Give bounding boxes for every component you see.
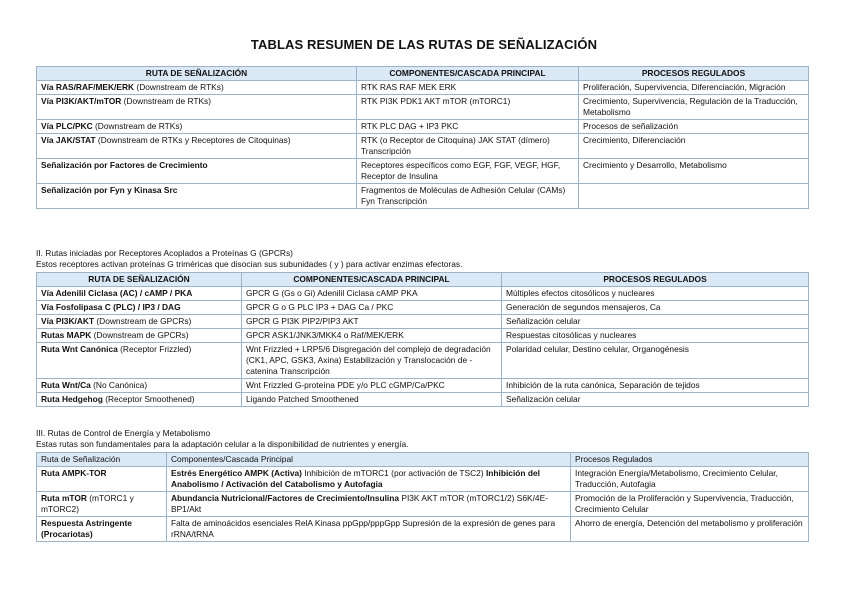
pathway-note: (Downstream de RTKs) bbox=[121, 96, 212, 106]
processes-cell: Generación de segundos mensajeros, Ca bbox=[502, 301, 809, 315]
components-cell: Wnt Frizzled G-proteína PDE y/o PLC cGMP/Ca/PKC bbox=[242, 379, 502, 393]
processes-cell: Respuestas citosólicas y nucleares bbox=[502, 329, 809, 343]
table-row bbox=[37, 467, 809, 492]
components-cell: GPCR G (Gs o Gi) Adenilil Ciclasa cAMP PKA bbox=[242, 287, 502, 301]
processes-cell: Inhibición de la ruta canónica, Separación de tejidos bbox=[502, 379, 809, 393]
table-row bbox=[37, 301, 809, 315]
processes-cell: Crecimiento, Diferenciación bbox=[579, 134, 809, 159]
processes-cell: Crecimiento y Desarrollo, Metabolismo bbox=[579, 159, 809, 184]
components-emphasis: Estrés Energético AMPK (Activa) bbox=[171, 468, 302, 478]
components-cell: Fragmentos de Moléculas de Adhesión Celular (CAMs) Fyn Transcripción bbox=[357, 184, 579, 209]
pathway-name: Señalización por Fyn y Kinasa Src bbox=[41, 185, 178, 195]
pathway-cell bbox=[37, 393, 242, 407]
processes-cell: Señalización celular bbox=[502, 393, 809, 407]
column-header: Procesos Regulados bbox=[571, 453, 809, 467]
table-row bbox=[37, 379, 809, 393]
table-energy-pathways bbox=[36, 452, 809, 542]
pathway-cell bbox=[37, 95, 357, 120]
table-row bbox=[37, 120, 809, 134]
pathway-note: (Downstream de GPCRs) bbox=[91, 330, 189, 340]
pathway-note: (mTORC1 y mTORC2) bbox=[41, 493, 134, 514]
table-row bbox=[37, 492, 809, 517]
components-cell: Receptores específicos como EGF, FGF, VEGF, HGF, Receptor de Insulina bbox=[357, 159, 579, 184]
table-row bbox=[37, 95, 809, 120]
pathway-cell bbox=[37, 120, 357, 134]
pathway-cell bbox=[37, 287, 242, 301]
table-row bbox=[37, 517, 809, 542]
pathway-note: (Downstream de RTKs y Receptores de Citoquinas) bbox=[95, 135, 291, 145]
table-gpcr-pathways bbox=[36, 272, 809, 407]
processes-cell: Polaridad celular, Destino celular, Organogénesis bbox=[502, 343, 809, 379]
pathway-name: Vía Fosfolipasa C (PLC) / IP3 / DAG bbox=[41, 302, 181, 312]
pathway-name: Ruta AMPK-TOR bbox=[41, 468, 107, 478]
processes-cell: Ahorro de energía, Detención del metabolismo y proliferación bbox=[571, 517, 809, 542]
pathway-cell bbox=[37, 343, 242, 379]
pathway-note: (No Canónica) bbox=[90, 380, 148, 390]
components-text: Inhibición de mTORC1 (por activación de TSC2) bbox=[301, 468, 486, 478]
pathway-name: Vía Adenilil Ciclasa (AC) / cAMP / PKA bbox=[41, 288, 193, 298]
pathway-note: (Downstream de RTKs) bbox=[134, 82, 224, 92]
pathway-cell bbox=[37, 184, 357, 209]
components-text: PI3K AKT mTOR (mTORC1/2) S6K/4E-BP1/Akt bbox=[171, 493, 548, 514]
components-cell: RTK PI3K PDK1 AKT mTOR (mTORC1) bbox=[357, 95, 579, 120]
pathway-cell bbox=[37, 159, 357, 184]
processes-cell: Múltiples efectos citosólicos y nucleares bbox=[502, 287, 809, 301]
table-row bbox=[37, 315, 809, 329]
column-header: RUTA DE SEÑALIZACIÓN bbox=[37, 67, 357, 81]
processes-cell: Integración Energía/Metabolismo, Crecimiento Celular, Traducción, Autofagia bbox=[571, 467, 809, 492]
components-cell bbox=[167, 517, 571, 542]
components-cell: RTK PLC DAG + IP3 PKC bbox=[357, 120, 579, 134]
processes-cell: Proliferación, Supervivencia, Diferenciación, Migración bbox=[579, 81, 809, 95]
pathway-cell bbox=[37, 134, 357, 159]
processes-cell: Promoción de la Proliferación y Supervivencia, Traducción, Crecimiento Celular bbox=[571, 492, 809, 517]
components-text: Falta de aminoácidos esenciales RelA Kinasa ppGpp/pppGpp Supresión de la expresión de genes para rRNA/tRNA bbox=[171, 518, 556, 539]
column-header: PROCESOS REGULADOS bbox=[502, 273, 809, 287]
section-3-intro: Estas rutas son fundamentales para la adaptación celular a la disponibilidad de nutrientes y energía. bbox=[36, 439, 409, 449]
table-row bbox=[37, 287, 809, 301]
table-row bbox=[37, 343, 809, 379]
table-row bbox=[37, 81, 809, 95]
processes-cell: Señalización celular bbox=[502, 315, 809, 329]
pathway-name: Ruta Wnt/Ca bbox=[41, 380, 91, 390]
components-emphasis: Inhibición del Anabolismo / Activación del Catabolismo y Autofagia bbox=[171, 468, 540, 489]
components-cell: RTK RAS RAF MEK ERK bbox=[357, 81, 579, 95]
table-row bbox=[37, 134, 809, 159]
pathway-name: Rutas MAPK bbox=[41, 330, 92, 340]
pathway-name: Respuesta Astringente (Procariotas) bbox=[41, 518, 132, 539]
table-row bbox=[37, 159, 809, 184]
components-emphasis: Abundancia Nutricional/Factores de Crecimiento/Insulina bbox=[171, 493, 400, 503]
pathway-cell bbox=[37, 492, 167, 517]
pathway-cell bbox=[37, 301, 242, 315]
pathway-note: (Receptor Smoothened) bbox=[102, 394, 195, 404]
pathway-name: Vía PI3K/AKT/mTOR bbox=[41, 96, 122, 106]
components-cell: GPCR G o G PLC IP3 + DAG Ca / PKC bbox=[242, 301, 502, 315]
table-row bbox=[37, 329, 809, 343]
pathway-name: Ruta Wnt Canónica bbox=[41, 344, 118, 354]
components-cell bbox=[167, 492, 571, 517]
pathway-name: Vía PI3K/AKT bbox=[41, 316, 95, 326]
table-row bbox=[37, 393, 809, 407]
pathway-note: (Downstream de GPCRs) bbox=[94, 316, 192, 326]
column-header: RUTA DE SEÑALIZACIÓN bbox=[37, 273, 242, 287]
column-header: Ruta de Señalización bbox=[37, 453, 167, 467]
pathway-cell bbox=[37, 467, 167, 492]
components-cell: GPCR ASK1/JNK3/MKK4 o Raf/MEK/ERK bbox=[242, 329, 502, 343]
column-header: COMPONENTES/CASCADA PRINCIPAL bbox=[242, 273, 502, 287]
processes-cell: Procesos de señalización bbox=[579, 120, 809, 134]
section-3-heading: III. Rutas de Control de Energía y Metabolismo bbox=[36, 428, 211, 438]
processes-cell: Crecimiento, Supervivencia, Regulación de la Traducción, Metabolismo bbox=[579, 95, 809, 120]
processes-cell bbox=[579, 184, 809, 209]
pathway-cell bbox=[37, 517, 167, 542]
components-cell bbox=[167, 467, 571, 492]
pathway-name: Vía PLC/PKC bbox=[41, 121, 93, 131]
table-header-row bbox=[37, 453, 809, 467]
pathway-name: Señalización por Factores de Crecimiento bbox=[41, 160, 208, 170]
page-title: TABLAS RESUMEN DE LAS RUTAS DE SEÑALIZACIÓN bbox=[250, 37, 598, 52]
pathway-note: (Receptor Frizzled) bbox=[117, 344, 192, 354]
pathway-name: Ruta mTOR bbox=[41, 493, 87, 503]
components-cell: Wnt Frizzled + LRP5/6 Disgregación del complejo de degradación (CK1, APC, GSK3, Axina) Estabilización y Translocación de -catenina Transcripción bbox=[242, 343, 502, 379]
pathway-name: Vía RAS/RAF/MEK/ERK bbox=[41, 82, 135, 92]
components-cell: GPCR G PI3K PIP2/PIP3 AKT bbox=[242, 315, 502, 329]
section-2-heading: II. Rutas iniciadas por Receptores Acoplados a Proteínas G (GPCRs) bbox=[36, 248, 293, 258]
table-rtk-pathways bbox=[36, 66, 809, 209]
pathway-name: Vía JAK/STAT bbox=[41, 135, 96, 145]
components-cell: Ligando Patched Smoothened bbox=[242, 393, 502, 407]
column-header: PROCESOS REGULADOS bbox=[579, 67, 809, 81]
pathway-cell bbox=[37, 379, 242, 393]
pathway-cell bbox=[37, 81, 357, 95]
table-header-row bbox=[37, 67, 809, 81]
pathway-cell bbox=[37, 315, 242, 329]
pathway-cell bbox=[37, 329, 242, 343]
table-header-row bbox=[37, 273, 809, 287]
column-header: Componentes/Cascada Principal bbox=[167, 453, 571, 467]
components-cell: RTK (o Receptor de Citoquina) JAK STAT (dímero) Transcripción bbox=[357, 134, 579, 159]
table-row bbox=[37, 184, 809, 209]
pathway-name: Ruta Hedgehog bbox=[41, 394, 103, 404]
section-2-intro: Estos receptores activan proteínas G triméricas que disocian sus subunidades ( y ) para activar enzimas efectoras. bbox=[36, 259, 463, 269]
pathway-note: (Downstream de RTKs) bbox=[92, 121, 183, 131]
column-header: COMPONENTES/CASCADA PRINCIPAL bbox=[357, 67, 579, 81]
